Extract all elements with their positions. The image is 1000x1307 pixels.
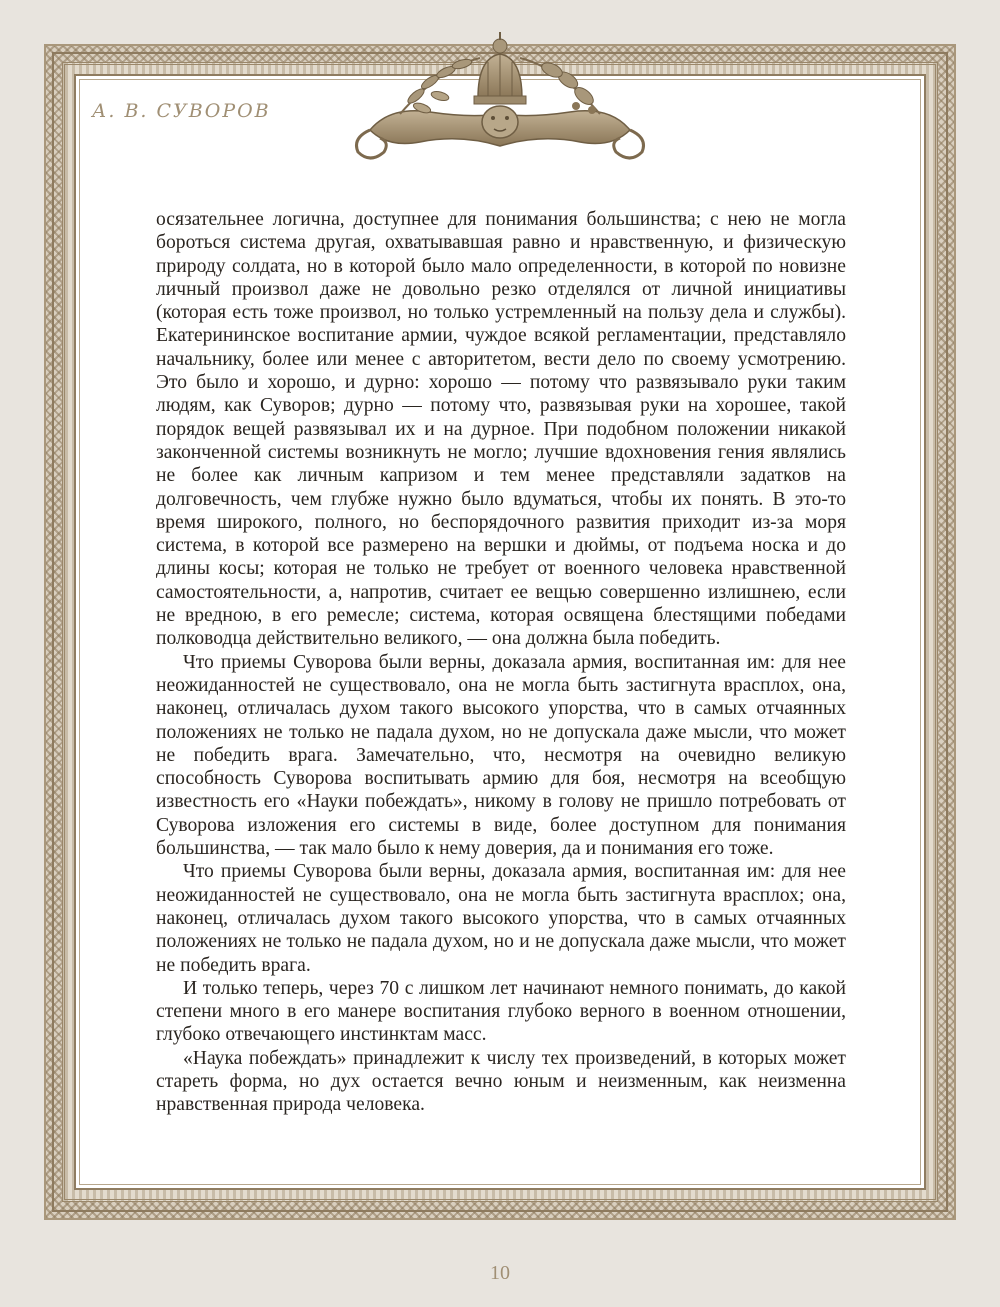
paragraph: «Наука побеждать» принадлежит к числу тех произведений, в которых может стареть форма, но дух остается вечно юным и неизменным, как неизменна нравственная природа человека. — [156, 1047, 846, 1116]
crown-laurel-ornament-icon — [330, 18, 670, 168]
paragraph: И только теперь, через 70 с лишком лет начинают немного понимать, до какой степени много в его манере воспитания глубоко верного в военном отношении, глубоко отвечающего инстинктам масс. — [156, 977, 846, 1046]
running-header: А. В. СУВОРОВ — [92, 100, 271, 122]
page-number: 10 — [490, 1262, 510, 1284]
paragraph: Что приемы Суворова были верны, доказала армия, воспитанная им: для нее неожиданностей не существовало, она не могла быть застигнута врасплох; она, наконец, отличалась духом такого высокого упорства, что в самых отчаянных положениях не только не падала духом, но и не допускала даже мысли, что может не победить врага. — [156, 861, 846, 976]
body-text — [156, 208, 846, 1117]
paragraph: Что приемы Суворова были верны, доказала армия, воспитанная им: для нее неожиданностей не существовало, она не могла быть застигнута врасплох, она, наконец, отличалась духом такого высокого упорства, что в самых отчаянных положениях не только не падала духом, но не допускала даже мысли, что может не победить врага. Замечательно, что, несмотря на очевидно великую способность Суворова воспитывать армию для боя, несмотря на всеобщую известность его «Науки побеждать», никому в голову не пришло потребовать от Суворова изложения его системы в виде, более доступном для понимания большинства, — так мало было к нему доверия, да и понимания его тоже. — [156, 651, 846, 860]
paragraph: осязательнее логична, доступнее для понимания большинства; с нею не могла бороться система другая, охватывавшая равно и нравственную, и физическую природу солдата, но в которой было мало определенности, в которой по новизне личный произвол даже не довольно резко отделялся от личной инициативы (которая есть тоже произвол, но только устремленный на пользу дела и службы). Екатерининское воспитание армии, чуждое всякой регламентации, представляло начальнику, более или менее с авторитетом, вести дело по своему усмотрению. Это было и хорошо, и дурно: хорошо — потому что развязывало руки таким людям, как Суворов; дурно — потому что, развязывая руки на хорошее, такой порядок вещей развязывал их и на дурное. При подобном положении никакой законченной системы возникнуть не могло; лучшие вдохновения гения являлись не более как личным капризом и тем менее представляли задатков на долговечность, чем глубже нужно было вдуматься, чтобы их понять. В это-то время широкого, полного, но беспорядочного развития приходит из-за моря система, в которой все размерено на вершки и дюймы, от подъема носка и до длины косы; которая не только не требует от военного человека нравственной самостоятельности, а, напротив, считает ее вещью совершенно излишнею, если не вредною, в его ремесле; система, которая освящена блестящими победами полководца действительно великого, — она должна была победить. — [156, 209, 846, 650]
